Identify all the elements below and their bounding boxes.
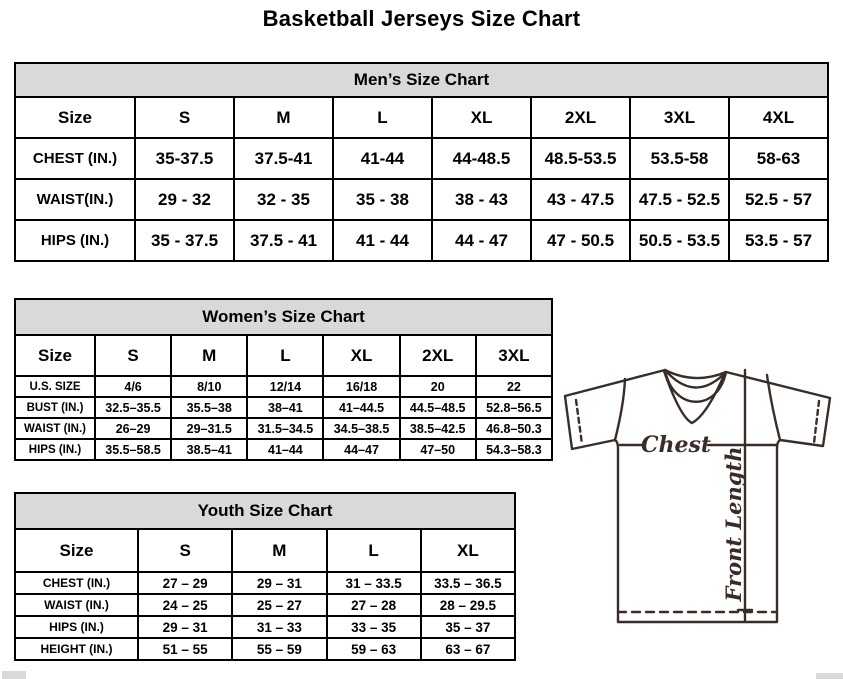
table-row (15, 397, 552, 418)
size-column-header: S (95, 335, 171, 376)
size-value-cell: 46.8–50.3 (476, 418, 552, 439)
size-value-cell: 28 – 29.5 (421, 594, 515, 616)
womens-size-table (14, 298, 553, 461)
size-value-cell: 44-48.5 (432, 138, 531, 179)
row-label: HIPS (IN.) (15, 616, 138, 638)
size-value-cell: 47.5 - 52.5 (630, 179, 729, 220)
size-value-cell: 53.5 - 57 (729, 220, 828, 261)
size-value-cell: 55 – 59 (232, 638, 326, 660)
row-label: WAIST(IN.) (15, 179, 135, 220)
size-value-cell: 48.5-53.5 (531, 138, 630, 179)
size-column-header: 3XL (630, 97, 729, 138)
size-column-header: S (135, 97, 234, 138)
size-value-cell: 51 – 55 (138, 638, 232, 660)
table-row (15, 138, 828, 179)
table-row (15, 594, 515, 616)
jersey-measurement-diagram (555, 352, 843, 679)
size-column-header: 4XL (729, 97, 828, 138)
size-column-header: S (138, 529, 232, 572)
size-value-cell: 41-44 (333, 138, 432, 179)
size-column-header: M (234, 97, 333, 138)
table-row (15, 529, 515, 572)
size-value-cell: 37.5-41 (234, 138, 333, 179)
size-column-header: 2XL (531, 97, 630, 138)
left-sleeve-seam (615, 379, 625, 440)
size-value-cell: 29 – 31 (138, 616, 232, 638)
table-row (15, 418, 552, 439)
row-label: HEIGHT (IN.) (15, 638, 138, 660)
size-value-cell: 35-37.5 (135, 138, 234, 179)
size-value-cell: 47 - 50.5 (531, 220, 630, 261)
table-row (15, 439, 552, 460)
size-value-cell: 34.5–38.5 (323, 418, 399, 439)
size-value-cell: 35.5–38 (171, 397, 247, 418)
size-value-cell: 20 (400, 376, 476, 397)
left-sleeve-dashed-line (576, 400, 582, 444)
size-value-cell: 12/14 (247, 376, 323, 397)
scan-artifact (2, 671, 26, 679)
mens-table-title: Men’s Size Chart (15, 63, 828, 97)
row-label: HIPS (IN.) (15, 439, 95, 460)
table-row (15, 335, 552, 376)
size-column-header: L (327, 529, 421, 572)
table-row (15, 299, 552, 335)
size-value-cell: 33 – 35 (327, 616, 421, 638)
size-value-cell: 50.5 - 53.5 (630, 220, 729, 261)
size-value-cell: 37.5 - 41 (234, 220, 333, 261)
size-value-cell: 25 – 27 (232, 594, 326, 616)
size-value-cell: 32.5–35.5 (95, 397, 171, 418)
size-value-cell: 27 – 29 (138, 572, 232, 594)
size-value-cell: 38 - 43 (432, 179, 531, 220)
size-value-cell: 35 - 37.5 (135, 220, 234, 261)
size-value-cell: 35 - 38 (333, 179, 432, 220)
front-length-label: Front Length (721, 446, 746, 602)
size-value-cell: 31 – 33.5 (327, 572, 421, 594)
size-value-cell: 31.5–34.5 (247, 418, 323, 439)
size-column-header: XL (432, 97, 531, 138)
row-label: HIPS (IN.) (15, 220, 135, 261)
size-value-cell: 8/10 (171, 376, 247, 397)
size-value-cell: 32 - 35 (234, 179, 333, 220)
size-value-cell: 63 – 67 (421, 638, 515, 660)
size-header-label: Size (15, 97, 135, 138)
jersey-body-outline (565, 370, 830, 622)
table-row (15, 220, 828, 261)
chest-label: Chest (640, 432, 712, 458)
size-value-cell: 52.5 - 57 (729, 179, 828, 220)
table-row (15, 376, 552, 397)
row-label: WAIST (IN.) (15, 594, 138, 616)
row-label: WAIST (IN.) (15, 418, 95, 439)
row-label: U.S. SIZE (15, 376, 95, 397)
right-sleeve-dashed-line (814, 401, 819, 443)
size-value-cell: 38.5–42.5 (400, 418, 476, 439)
womens-table-title: Women’s Size Chart (15, 299, 552, 335)
size-value-cell: 27 – 28 (327, 594, 421, 616)
size-value-cell: 29 - 32 (135, 179, 234, 220)
size-header-label: Size (15, 335, 95, 376)
youth-size-table (14, 492, 516, 661)
size-value-cell: 52.8–56.5 (476, 397, 552, 418)
size-column-header: 2XL (400, 335, 476, 376)
size-column-header: L (247, 335, 323, 376)
size-value-cell: 47–50 (400, 439, 476, 460)
row-label: CHEST (IN.) (15, 138, 135, 179)
table-row (15, 179, 828, 220)
size-column-header: L (333, 97, 432, 138)
table-row (15, 97, 828, 138)
size-value-cell: 44 - 47 (432, 220, 531, 261)
size-value-cell: 59 – 63 (327, 638, 421, 660)
size-value-cell: 22 (476, 376, 552, 397)
table-row (15, 493, 515, 529)
size-value-cell: 41 - 44 (333, 220, 432, 261)
row-label: BUST (IN.) (15, 397, 95, 418)
size-value-cell: 35 – 37 (421, 616, 515, 638)
page-title: Basketball Jerseys Size Chart (262, 6, 581, 31)
size-value-cell: 35.5–58.5 (95, 439, 171, 460)
size-value-cell: 38–41 (247, 397, 323, 418)
table-row (15, 616, 515, 638)
table-row (15, 63, 828, 97)
size-value-cell: 58-63 (729, 138, 828, 179)
size-value-cell: 44–47 (323, 439, 399, 460)
row-label: CHEST (IN.) (15, 572, 138, 594)
size-value-cell: 54.3–58.3 (476, 439, 552, 460)
size-column-header: M (232, 529, 326, 572)
size-value-cell: 33.5 – 36.5 (421, 572, 515, 594)
size-column-header: XL (323, 335, 399, 376)
table-row (15, 572, 515, 594)
size-value-cell: 53.5-58 (630, 138, 729, 179)
size-value-cell: 41–44 (247, 439, 323, 460)
mens-size-table (14, 62, 829, 262)
size-value-cell: 4/6 (95, 376, 171, 397)
size-value-cell: 26–29 (95, 418, 171, 439)
size-value-cell: 29–31.5 (171, 418, 247, 439)
size-column-header: 3XL (476, 335, 552, 376)
size-column-header: XL (421, 529, 515, 572)
size-value-cell: 43 - 47.5 (531, 179, 630, 220)
size-value-cell: 41–44.5 (323, 397, 399, 418)
scan-artifact (816, 673, 843, 679)
size-column-header: M (171, 335, 247, 376)
size-value-cell: 24 – 25 (138, 594, 232, 616)
size-value-cell: 16/18 (323, 376, 399, 397)
table-row (15, 638, 515, 660)
youth-table-title: Youth Size Chart (15, 493, 515, 529)
size-value-cell: 44.5–48.5 (400, 397, 476, 418)
size-value-cell: 31 – 33 (232, 616, 326, 638)
size-value-cell: 38.5–41 (171, 439, 247, 460)
size-value-cell: 29 – 31 (232, 572, 326, 594)
size-header-label: Size (15, 529, 138, 572)
